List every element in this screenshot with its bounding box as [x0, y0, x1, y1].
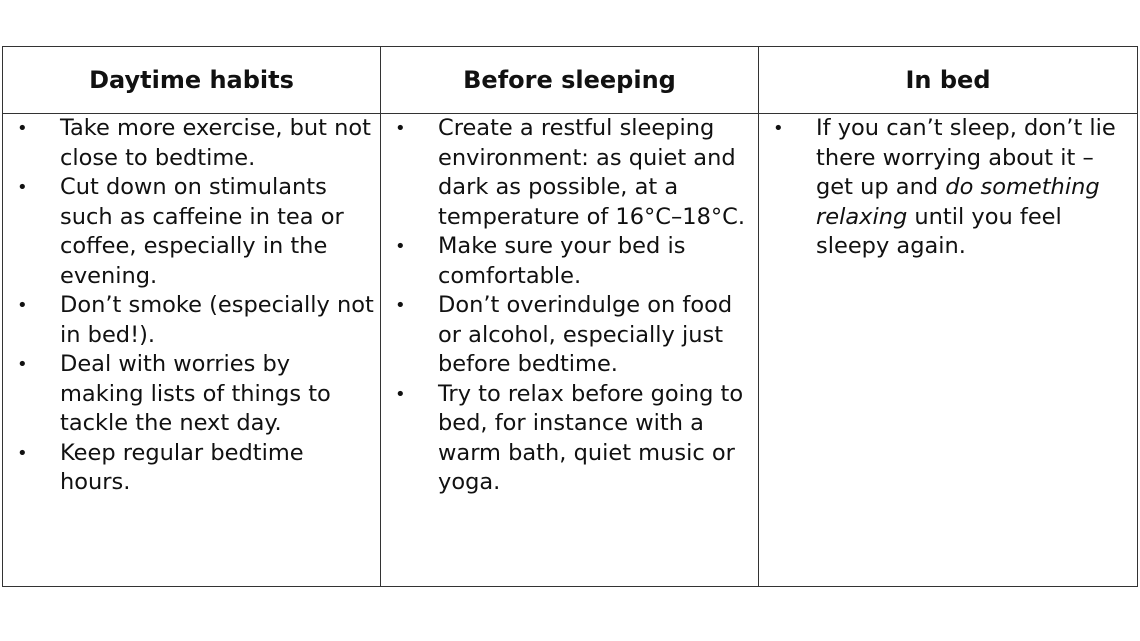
tip-text: Don’t smoke (especially not in bed!). [60, 292, 374, 348]
tip-text: Make sure your bed is comfortable. [438, 233, 686, 289]
tip-text: Deal with worries by making lists of things to tackle the next day. [60, 351, 331, 436]
bullet-icon: • [395, 236, 406, 257]
tips-row [3, 114, 1138, 587]
bullet-icon: • [17, 354, 28, 375]
list-item [759, 114, 1137, 262]
tip-text: If you can’t sleep, don’t lie there worrying about it – get up and [816, 115, 1116, 200]
bullet-icon: • [773, 118, 784, 139]
tip-text: until you feel sleepy again. [816, 203, 1062, 259]
bullet-icon: • [17, 442, 28, 464]
list-item [3, 173, 380, 291]
in-bed-list [759, 114, 1137, 262]
bullet-icon: • [17, 177, 28, 198]
list-item [381, 232, 758, 291]
header-in-bed: In bed [759, 47, 1138, 114]
tip-text: Take more exercise, but not close to bedtime. [60, 115, 371, 171]
list-item [381, 291, 758, 380]
tip-text: Try to relax before going to bed, for instance with a warm bath, quiet music or yoga. [438, 380, 744, 495]
tip-text: Create a restful sleeping environment: as quiet and dark as possible, at a temperature of 16°C–18°C. [438, 115, 746, 230]
in-bed-cell [759, 114, 1138, 587]
bullet-icon: • [395, 383, 406, 405]
header-row [3, 47, 1138, 114]
list-item [3, 350, 380, 439]
tip-text: Keep regular bedtime hours. [60, 439, 304, 495]
tip-text: Don’t overindulge on food or alcohol, especially just before bedtime. [438, 292, 733, 377]
daytime-habits-list [3, 114, 380, 498]
list-item [381, 380, 758, 498]
list-item [3, 291, 380, 350]
before-sleeping-list [381, 114, 758, 498]
tip-emphasis: do something relaxing [816, 174, 1100, 230]
tip-text: Cut down on stimulants such as caffeine in tea or coffee, especially in the evening. [60, 174, 344, 289]
header-daytime-habits: Daytime habits [3, 47, 381, 114]
header-before-sleeping: Before sleeping [381, 47, 759, 114]
bullet-icon: • [395, 118, 406, 139]
list-item [3, 439, 380, 498]
list-item [3, 114, 380, 173]
bullet-icon: • [395, 295, 406, 316]
daytime-habits-cell [3, 114, 381, 587]
bullet-icon: • [17, 295, 28, 316]
before-sleeping-cell [381, 114, 759, 587]
bullet-icon: • [17, 118, 28, 139]
list-item [381, 114, 758, 232]
sleep-tips-table [2, 46, 1138, 587]
